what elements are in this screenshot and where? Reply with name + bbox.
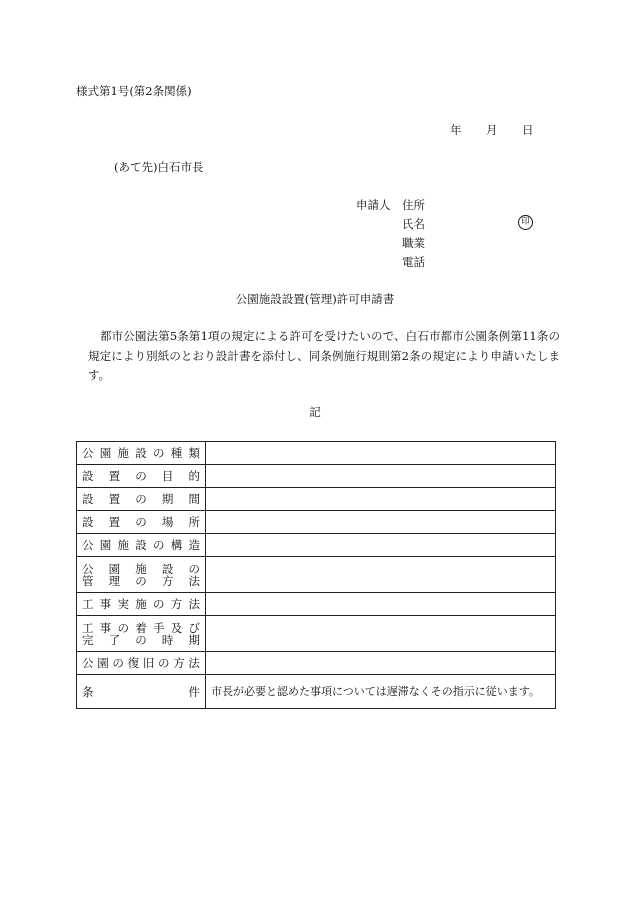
row-label-line: 公 園 施 設 の 構 造 <box>82 538 200 552</box>
row-value[interactable] <box>206 557 556 593</box>
application-body: 都市公園法第5条第1項の規定による許可を受けたいので、白石市都市公園条例第11条の規定により別紙のとおり設計書を添付し、同条例施行規則第2条の規定により申請いたします。 <box>88 329 560 382</box>
row-label-line: 公 園 施 設 の <box>82 561 200 576</box>
row-label-line: 設 置 の 場 所 <box>82 515 200 529</box>
row-value[interactable]: 市長が必要と認めた事項については遅滞なくその指示に従います。 <box>206 675 556 709</box>
row-label <box>77 442 206 465</box>
applicant-occupation-label: 職業 <box>402 236 425 250</box>
row-value[interactable] <box>206 593 556 616</box>
table-row <box>77 488 556 511</box>
date-year: 年 <box>450 123 462 137</box>
table-row <box>77 593 556 616</box>
table-row <box>77 616 556 652</box>
applicant-address-label: 住所 <box>402 198 425 212</box>
row-label <box>77 652 206 675</box>
row-value[interactable] <box>206 442 556 465</box>
document-title: 公園施設設置(管理)許可申請書 <box>235 292 395 306</box>
row-value[interactable] <box>206 534 556 557</box>
date-day: 日 <box>522 123 534 137</box>
row-label-line: 設 置 の 期 間 <box>82 492 200 506</box>
table-row <box>77 511 556 534</box>
row-label-line: 工 事 実 施 の 方 法 <box>82 597 200 611</box>
applicant-name-label: 氏名 <box>402 217 425 231</box>
table-row <box>77 465 556 488</box>
row-label-line: 設 置 の 目 的 <box>82 469 200 483</box>
seal-mark: 印 <box>518 215 533 230</box>
row-label-line: 完 了 の 時 期 <box>82 632 200 647</box>
table-row <box>77 534 556 557</box>
row-value[interactable] <box>206 488 556 511</box>
application-table <box>76 441 556 709</box>
date-month: 月 <box>486 123 498 137</box>
row-label <box>77 675 206 709</box>
row-value[interactable] <box>206 652 556 675</box>
date-line <box>450 123 534 137</box>
row-label <box>77 557 206 593</box>
applicant-phone-label: 電話 <box>402 255 425 269</box>
row-value[interactable] <box>206 616 556 652</box>
addressee: (あて先)白石市長 <box>114 160 204 174</box>
applicant-label: 申請人 <box>356 198 391 212</box>
row-value[interactable] <box>206 465 556 488</box>
row-label-line: 公 園 施 設 の 種 類 <box>82 446 200 460</box>
row-value[interactable] <box>206 511 556 534</box>
row-label-line: 工 事 の 着 手 及 び <box>82 620 200 635</box>
row-label-line: 条 件 <box>82 684 200 699</box>
ki-heading: 記 <box>309 405 321 419</box>
table-row <box>77 442 556 465</box>
table-row <box>77 652 556 675</box>
row-label <box>77 511 206 534</box>
row-label <box>77 616 206 652</box>
row-label-line: 公 園 の 復 旧 の 方 法 <box>82 656 200 670</box>
form-number: 様式第1号(第2条関係) <box>76 84 192 98</box>
row-label <box>77 488 206 511</box>
table-row <box>77 675 556 709</box>
row-label <box>77 534 206 557</box>
row-label <box>77 465 206 488</box>
row-label <box>77 593 206 616</box>
row-label-line: 管 理 の 方 法 <box>82 573 200 588</box>
table-row <box>77 557 556 593</box>
